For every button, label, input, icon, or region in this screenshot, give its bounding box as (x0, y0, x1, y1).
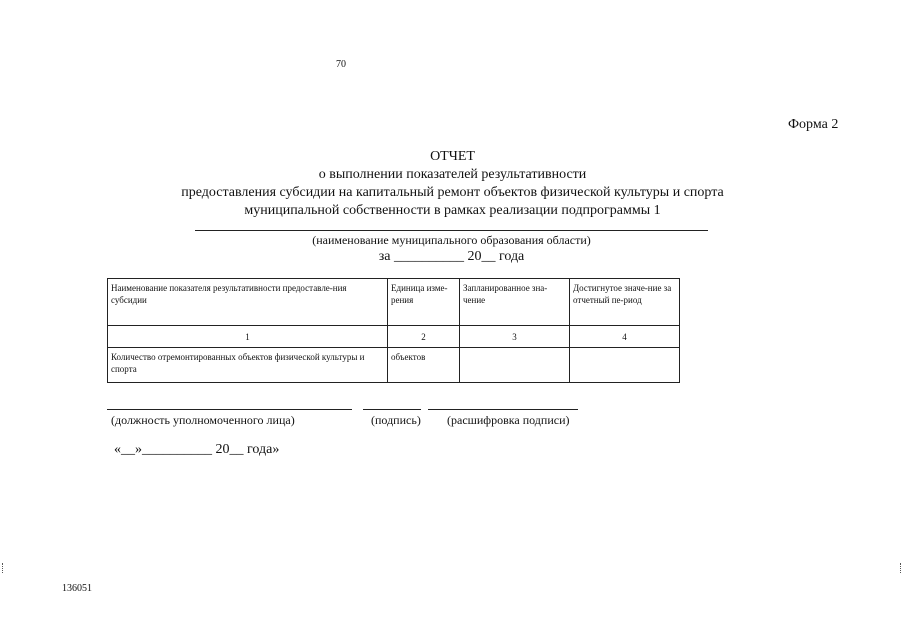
report-title-block (150, 148, 755, 220)
planned-value-cell (460, 348, 570, 383)
municipality-name-rule (195, 230, 708, 231)
report-subtitle-line-1: о выполнении показателей результативности (318, 167, 587, 182)
indicator-name-cell: Количество отремонтированных объектов физической культуры и спорта (108, 348, 388, 383)
right-edge-mark (900, 563, 903, 573)
signature-caption: (подпись) (371, 413, 421, 427)
signature-decoding-rule (428, 409, 578, 410)
table-column-numbers-row (108, 326, 680, 348)
report-title: ОТЧЕТ (430, 149, 475, 164)
left-edge-mark (2, 563, 5, 573)
achieved-value-cell (570, 348, 680, 383)
report-subtitle-line-2: предоставления субсидии на капитальный ремонт объектов физической культуры и спорта (181, 185, 724, 200)
report-period-line: за __________ 20__ года (378, 249, 525, 264)
column-number: 4 (570, 326, 680, 348)
column-number: 2 (388, 326, 460, 348)
signature-date-line: «__»__________ 20__ года» (114, 442, 280, 457)
column-number: 1 (108, 326, 388, 348)
position-signature-rule (107, 409, 352, 410)
report-subtitle-line-3: муниципальной собственности в рамках реализации подпрограммы 1 (244, 203, 661, 218)
header-planned-value: Запланированное зна-чение (460, 279, 570, 326)
table-row (108, 348, 680, 383)
position-caption: (должность уполномоченного лица) (111, 413, 295, 427)
document-code: 136051 (62, 583, 92, 594)
unit-cell: объектов (388, 348, 460, 383)
column-number: 3 (460, 326, 570, 348)
municipality-name-caption: (наименование муниципального образования области) (312, 233, 591, 247)
signature-rule (363, 409, 421, 410)
signature-decoding-caption: (расшифровка подписи) (447, 413, 570, 427)
header-indicator-name: Наименование показателя результативности предоставле-ния субсидии (108, 279, 388, 326)
header-unit: Единица изме-рения (388, 279, 460, 326)
form-label: Форма 2 (788, 117, 839, 132)
indicators-table (107, 278, 680, 383)
table-header-row (108, 279, 680, 326)
page-number: 70 (336, 59, 346, 70)
header-achieved-value: Достигнутое значе-ние за отчетный пе-риод (570, 279, 680, 326)
